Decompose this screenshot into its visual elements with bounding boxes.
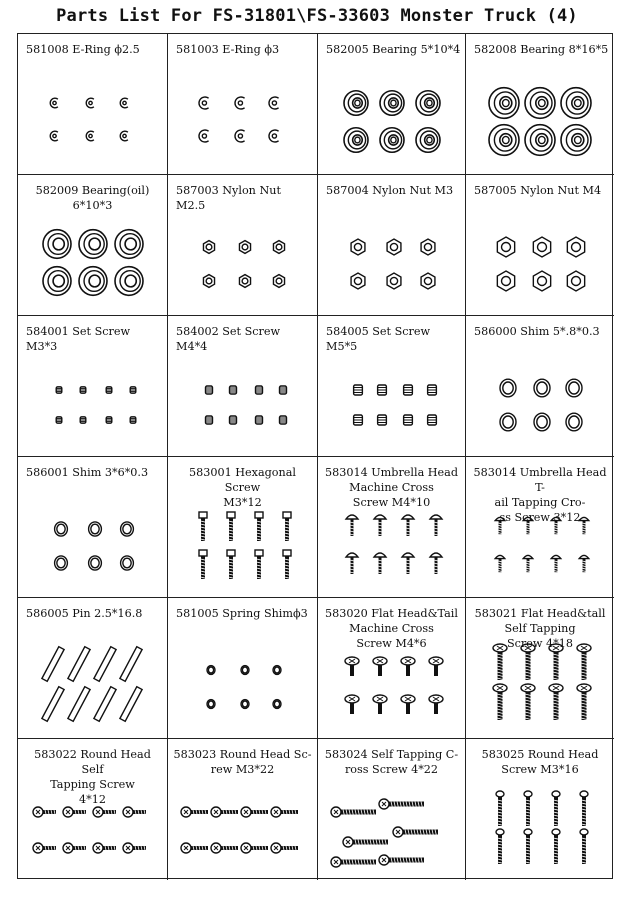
umbrella-icon bbox=[346, 515, 358, 536]
setscrew-icon bbox=[403, 385, 412, 395]
flatlong-icon bbox=[493, 684, 507, 720]
nut-icon bbox=[273, 275, 284, 288]
part-label: 583014 Umbrella Head T- ail Tapping Cro- ss Screw 3*12 bbox=[473, 466, 607, 524]
part-drawing bbox=[466, 219, 614, 311]
part-label: 584002 Set Screw M4*4 bbox=[176, 325, 281, 353]
part-cell bbox=[318, 457, 466, 598]
bearing-icon bbox=[344, 128, 368, 152]
umbrella-icon bbox=[579, 517, 589, 534]
setscrew-icon bbox=[205, 386, 212, 394]
part-drawing bbox=[466, 642, 614, 734]
part-label: 583022 Round Head Self Tapping Screw 4*12 bbox=[34, 748, 151, 806]
part-illustration bbox=[318, 501, 465, 593]
part-cell bbox=[318, 598, 466, 739]
part-illustration bbox=[318, 78, 465, 170]
part-illustration bbox=[466, 642, 614, 734]
part-cell bbox=[18, 175, 168, 316]
nut-icon bbox=[387, 273, 401, 289]
bearing-icon bbox=[489, 125, 519, 156]
part-label: 581003 E-Ring ϕ3 bbox=[176, 43, 280, 56]
part-label: 583021 Flat Head&tall Self Tapping Screw 4*18 bbox=[474, 607, 606, 650]
roundv-icon bbox=[524, 791, 532, 826]
part-illustration bbox=[168, 219, 317, 311]
part-label: 586001 Shim 3*6*0.3 bbox=[26, 466, 149, 479]
part-illustration bbox=[318, 784, 465, 876]
part-label: 581005 Spring Shimϕ3 bbox=[176, 607, 308, 620]
part-illustration bbox=[18, 501, 167, 593]
shim-icon bbox=[88, 556, 101, 570]
flatlong-icon bbox=[521, 644, 535, 680]
flathead-icon bbox=[401, 657, 415, 676]
umbrella-icon bbox=[495, 517, 505, 534]
longscrew-icon bbox=[331, 857, 376, 867]
part-cell bbox=[18, 457, 168, 598]
flathead-icon bbox=[429, 657, 443, 676]
roundh-icon bbox=[33, 807, 56, 817]
setscrew-icon bbox=[377, 385, 386, 395]
setscrew-icon bbox=[377, 415, 386, 425]
flathead-icon bbox=[373, 657, 387, 676]
umbrella-icon bbox=[402, 553, 414, 574]
umbrella-icon bbox=[430, 553, 442, 574]
part-cell bbox=[466, 598, 614, 739]
shim-icon bbox=[120, 522, 133, 536]
nut-icon bbox=[567, 271, 584, 291]
page-title: Parts List For FS-31801\FS-33603 Monster Truck (4) bbox=[56, 6, 578, 26]
roundh-icon bbox=[93, 807, 116, 817]
umbrella-icon bbox=[430, 515, 442, 536]
part-label: 582009 Bearing(oil) 6*10*3 bbox=[35, 184, 150, 212]
part-label: 582008 Bearing 8*16*5 bbox=[474, 43, 609, 56]
roundh-icon bbox=[181, 843, 208, 853]
bearing-icon bbox=[561, 88, 591, 119]
umbrella-icon bbox=[402, 515, 414, 536]
setscrew-icon bbox=[130, 417, 136, 423]
setscrew-icon bbox=[56, 417, 62, 423]
ering-icon bbox=[120, 131, 128, 141]
nut-icon bbox=[421, 239, 435, 255]
roundh-icon bbox=[93, 843, 116, 853]
part-label: 587003 Nylon Nut M2.5 bbox=[176, 184, 281, 212]
hexscrew-icon bbox=[255, 512, 263, 541]
part-label: 587005 Nylon Nut M4 bbox=[474, 184, 602, 197]
part-label: 583023 Round Head Sc- rew M3*22 bbox=[173, 748, 312, 776]
setscrew-icon bbox=[353, 415, 362, 425]
ering-icon bbox=[269, 130, 279, 142]
flatlong-icon bbox=[521, 684, 535, 720]
umbrella-icon bbox=[579, 555, 589, 572]
part-cell bbox=[168, 457, 318, 598]
part-illustration bbox=[18, 219, 167, 311]
part-label: 583024 Self Tapping C- ross Screw 4*22 bbox=[324, 748, 459, 776]
setscrew-icon bbox=[279, 416, 286, 424]
part-cell bbox=[18, 34, 168, 175]
shim-icon bbox=[54, 522, 67, 536]
hexscrew-icon bbox=[199, 512, 207, 541]
nut-icon bbox=[203, 241, 214, 254]
part-cell bbox=[466, 175, 614, 316]
part-drawing bbox=[169, 784, 317, 876]
ering-icon bbox=[235, 97, 245, 109]
flatlong-icon bbox=[577, 644, 591, 680]
flathead-icon bbox=[345, 695, 359, 714]
longscrew-icon bbox=[331, 807, 376, 817]
part-drawing bbox=[169, 78, 317, 170]
pin-icon bbox=[67, 687, 89, 722]
roundh-icon bbox=[123, 807, 146, 817]
part-cell bbox=[318, 34, 466, 175]
umbrella-icon bbox=[346, 553, 358, 574]
umbrella-icon bbox=[523, 555, 533, 572]
roundh-icon bbox=[123, 843, 146, 853]
nut-icon bbox=[387, 239, 401, 255]
shim-icon bbox=[534, 413, 550, 431]
ering-icon bbox=[86, 131, 94, 141]
part-label: 584005 Set Screw M5*5 bbox=[326, 325, 431, 353]
part-drawing bbox=[318, 219, 466, 311]
part-drawing bbox=[169, 219, 317, 311]
part-illustration bbox=[18, 78, 167, 170]
nut-icon bbox=[497, 271, 514, 291]
part-label: 583025 Round Head Screw M3*16 bbox=[481, 748, 599, 776]
bearing-oil-icon bbox=[115, 267, 143, 296]
hexscrew-icon bbox=[199, 550, 207, 579]
roundv-icon bbox=[580, 829, 588, 864]
nut-icon bbox=[351, 273, 365, 289]
setscrew-icon bbox=[80, 387, 86, 393]
roundv-icon bbox=[552, 829, 560, 864]
pin-icon bbox=[119, 687, 141, 722]
part-label: 581008 E-Ring ϕ2.5 bbox=[26, 43, 140, 56]
flatlong-icon bbox=[549, 684, 563, 720]
setscrew-icon bbox=[106, 387, 112, 393]
spring-icon bbox=[207, 700, 215, 709]
part-cell bbox=[168, 175, 318, 316]
setscrew-icon bbox=[427, 385, 436, 395]
flatlong-icon bbox=[577, 684, 591, 720]
shim-icon bbox=[500, 413, 516, 431]
part-illustration bbox=[18, 642, 167, 734]
bearing-oil-icon bbox=[79, 230, 107, 259]
setscrew-icon bbox=[229, 416, 236, 424]
bearing-oil-icon bbox=[43, 230, 71, 259]
bearing-icon bbox=[525, 125, 555, 156]
part-cell bbox=[466, 739, 614, 880]
part-drawing bbox=[318, 501, 466, 593]
part-cell bbox=[318, 316, 466, 457]
part-cell bbox=[18, 739, 168, 880]
bearing-oil-icon bbox=[115, 230, 143, 259]
bearing-oil-icon bbox=[43, 267, 71, 296]
bearing-icon bbox=[380, 91, 404, 115]
part-drawing bbox=[169, 501, 317, 593]
roundh-icon bbox=[211, 843, 238, 853]
part-illustration bbox=[466, 360, 614, 452]
nut-icon bbox=[497, 237, 514, 257]
part-drawing bbox=[318, 360, 466, 452]
pin-icon bbox=[67, 647, 89, 682]
bearing-oil-icon bbox=[79, 267, 107, 296]
part-cell bbox=[318, 175, 466, 316]
part-label: 583020 Flat Head&Tail Machine Cross Screw M4*6 bbox=[325, 607, 458, 650]
part-drawing bbox=[466, 501, 614, 593]
ering-icon bbox=[86, 98, 94, 108]
spring-icon bbox=[273, 700, 281, 709]
bearing-icon bbox=[344, 91, 368, 115]
part-cell bbox=[466, 34, 614, 175]
pin-icon bbox=[119, 647, 141, 682]
longscrew-icon bbox=[379, 855, 424, 865]
nut-icon bbox=[567, 237, 584, 257]
part-label: 587004 Nylon Nut M3 bbox=[326, 184, 454, 197]
roundh-icon bbox=[271, 807, 298, 817]
roundv-icon bbox=[496, 791, 504, 826]
ering-icon bbox=[120, 98, 128, 108]
part-drawing bbox=[466, 78, 614, 170]
part-illustration bbox=[168, 78, 317, 170]
umbrella-icon bbox=[523, 517, 533, 534]
part-drawing bbox=[169, 642, 317, 734]
shim-icon bbox=[54, 556, 67, 570]
bearing-icon bbox=[561, 125, 591, 156]
bearing-icon bbox=[416, 91, 440, 115]
nut-icon bbox=[533, 271, 550, 291]
part-illustration bbox=[168, 642, 317, 734]
pin-icon bbox=[93, 647, 115, 682]
roundh-icon bbox=[63, 843, 86, 853]
roundv-icon bbox=[496, 829, 504, 864]
umbrella-icon bbox=[495, 555, 505, 572]
pin-icon bbox=[41, 687, 63, 722]
ering-icon bbox=[199, 97, 209, 109]
part-drawing bbox=[318, 784, 466, 876]
hexscrew-icon bbox=[283, 550, 291, 579]
nut-icon bbox=[239, 275, 250, 288]
part-label: 583014 Umbrella Head Machine Cross Screw M4*10 bbox=[324, 466, 459, 509]
flatlong-icon bbox=[493, 644, 507, 680]
part-drawing bbox=[19, 642, 167, 734]
part-drawing bbox=[19, 784, 167, 876]
part-cell bbox=[168, 598, 318, 739]
roundh-icon bbox=[33, 843, 56, 853]
ering-icon bbox=[50, 131, 58, 141]
setscrew-icon bbox=[80, 417, 86, 423]
nut-icon bbox=[203, 275, 214, 288]
part-illustration bbox=[466, 219, 614, 311]
part-cell bbox=[168, 316, 318, 457]
part-cell bbox=[466, 457, 614, 598]
part-drawing bbox=[318, 642, 466, 734]
setscrew-icon bbox=[427, 415, 436, 425]
shim-icon bbox=[566, 379, 582, 397]
bearing-icon bbox=[416, 128, 440, 152]
part-drawing bbox=[19, 78, 167, 170]
umbrella-icon bbox=[551, 517, 561, 534]
roundh-icon bbox=[181, 807, 208, 817]
part-cell bbox=[466, 316, 614, 457]
setscrew-icon bbox=[56, 387, 62, 393]
hexscrew-icon bbox=[255, 550, 263, 579]
umbrella-icon bbox=[374, 553, 386, 574]
part-drawing bbox=[466, 360, 614, 452]
shim-icon bbox=[88, 522, 101, 536]
part-drawing bbox=[19, 360, 167, 452]
part-label: 584001 Set Screw M3*3 bbox=[26, 325, 131, 353]
ering-icon bbox=[269, 97, 279, 109]
flathead-icon bbox=[345, 657, 359, 676]
part-label: 586005 Pin 2.5*16.8 bbox=[26, 607, 143, 620]
nut-icon bbox=[273, 241, 284, 254]
part-illustration bbox=[318, 642, 465, 734]
umbrella-icon bbox=[551, 555, 561, 572]
roundv-icon bbox=[524, 829, 532, 864]
setscrew-icon bbox=[403, 415, 412, 425]
part-illustration bbox=[18, 784, 167, 876]
roundh-icon bbox=[241, 807, 268, 817]
setscrew-icon bbox=[106, 417, 112, 423]
part-label: 582005 Bearing 5*10*4 bbox=[326, 43, 461, 56]
longscrew-icon bbox=[393, 827, 438, 837]
part-illustration bbox=[168, 501, 317, 593]
part-label: 586000 Shim 5*.8*0.3 bbox=[474, 325, 600, 338]
part-cell bbox=[168, 34, 318, 175]
bearing-icon bbox=[489, 88, 519, 119]
spring-icon bbox=[207, 666, 215, 675]
bearing-icon bbox=[525, 88, 555, 119]
part-illustration bbox=[466, 78, 614, 170]
setscrew-icon bbox=[279, 386, 286, 394]
roundh-icon bbox=[63, 807, 86, 817]
roundv-icon bbox=[580, 791, 588, 826]
hexscrew-icon bbox=[227, 550, 235, 579]
parts-grid bbox=[17, 33, 613, 879]
part-illustration bbox=[168, 784, 317, 876]
part-label: 583001 Hexagonal Screw M3*12 bbox=[189, 466, 296, 509]
part-cell bbox=[18, 316, 168, 457]
roundh-icon bbox=[241, 843, 268, 853]
roundh-icon bbox=[211, 807, 238, 817]
ering-icon bbox=[50, 98, 58, 108]
part-cell bbox=[168, 739, 318, 880]
flathead-icon bbox=[429, 695, 443, 714]
nut-icon bbox=[421, 273, 435, 289]
bearing-icon bbox=[380, 128, 404, 152]
setscrew-icon bbox=[205, 416, 212, 424]
spring-icon bbox=[241, 700, 249, 709]
part-cell bbox=[18, 598, 168, 739]
spring-icon bbox=[241, 666, 249, 675]
part-illustration bbox=[18, 360, 167, 452]
setscrew-icon bbox=[353, 385, 362, 395]
setscrew-icon bbox=[130, 387, 136, 393]
ering-icon bbox=[199, 130, 209, 142]
pin-icon bbox=[41, 647, 63, 682]
flathead-icon bbox=[401, 695, 415, 714]
hexscrew-icon bbox=[283, 512, 291, 541]
spring-icon bbox=[273, 666, 281, 675]
longscrew-icon bbox=[379, 799, 424, 809]
nut-icon bbox=[533, 237, 550, 257]
pin-icon bbox=[93, 687, 115, 722]
part-drawing bbox=[169, 360, 317, 452]
nut-icon bbox=[239, 241, 250, 254]
shim-icon bbox=[120, 556, 133, 570]
nut-icon bbox=[351, 239, 365, 255]
part-illustration bbox=[318, 219, 465, 311]
hexscrew-icon bbox=[227, 512, 235, 541]
part-drawing bbox=[19, 501, 167, 593]
part-drawing bbox=[318, 78, 466, 170]
roundv-icon bbox=[552, 791, 560, 826]
part-drawing bbox=[466, 784, 614, 876]
longscrew-icon bbox=[343, 837, 388, 847]
setscrew-icon bbox=[255, 416, 262, 424]
ering-icon bbox=[235, 130, 245, 142]
part-cell bbox=[318, 739, 466, 880]
part-drawing bbox=[19, 219, 167, 311]
flatlong-icon bbox=[549, 644, 563, 680]
umbrella-icon bbox=[374, 515, 386, 536]
part-illustration bbox=[318, 360, 465, 452]
shim-icon bbox=[500, 379, 516, 397]
roundh-icon bbox=[271, 843, 298, 853]
shim-icon bbox=[566, 413, 582, 431]
part-illustration bbox=[466, 784, 614, 876]
flathead-icon bbox=[373, 695, 387, 714]
part-illustration bbox=[168, 360, 317, 452]
setscrew-icon bbox=[255, 386, 262, 394]
setscrew-icon bbox=[229, 386, 236, 394]
part-illustration bbox=[466, 501, 614, 593]
shim-icon bbox=[534, 379, 550, 397]
